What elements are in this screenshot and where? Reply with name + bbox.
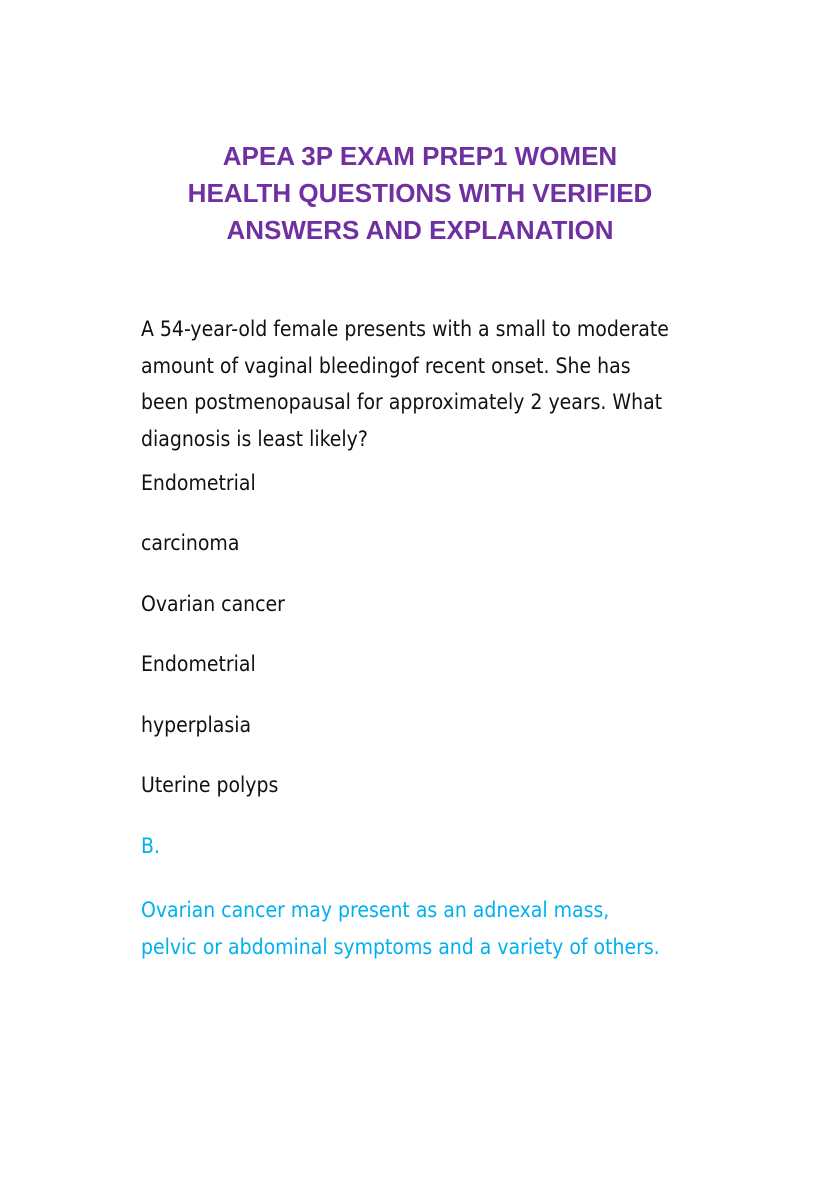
- question-line-4: diagnosis is least likely?: [141, 426, 368, 451]
- question-line-3: been postmenopausal for approximately 2 years. What: [141, 390, 663, 414]
- title-line-3: ANSWERS AND EXPLANATION: [226, 215, 614, 245]
- answer-explanation: [141, 892, 741, 965]
- option-line-3: Ovarian cancer: [141, 592, 285, 616]
- option-line-5: hyperplasia: [141, 713, 252, 737]
- explanation-line-2: pelvic or abdominal symptoms and a variety of others.: [141, 934, 660, 959]
- question-line-1: A 54-year-old female presents with a small to moderate: [141, 317, 669, 341]
- option-line-6: Uterine polyps: [141, 773, 279, 797]
- explanation-line-1: Ovarian cancer may present as an adnexal mass,: [141, 898, 610, 922]
- title-line-2: HEALTH QUESTIONS WITH VERIFIED: [187, 178, 653, 208]
- option-line-4: Endometrial: [141, 652, 256, 676]
- title-line-1: APEA 3P EXAM PREP1 WOMEN: [222, 141, 618, 171]
- question-text: [141, 311, 701, 457]
- question-line-2: amount of vaginal bleedingof recent onset. She has: [141, 353, 631, 378]
- option-line-2: carcinoma: [141, 531, 240, 555]
- answer-label: B.: [141, 834, 160, 858]
- option-line-1: Endometrial: [141, 471, 256, 495]
- document-title: [100, 138, 740, 249]
